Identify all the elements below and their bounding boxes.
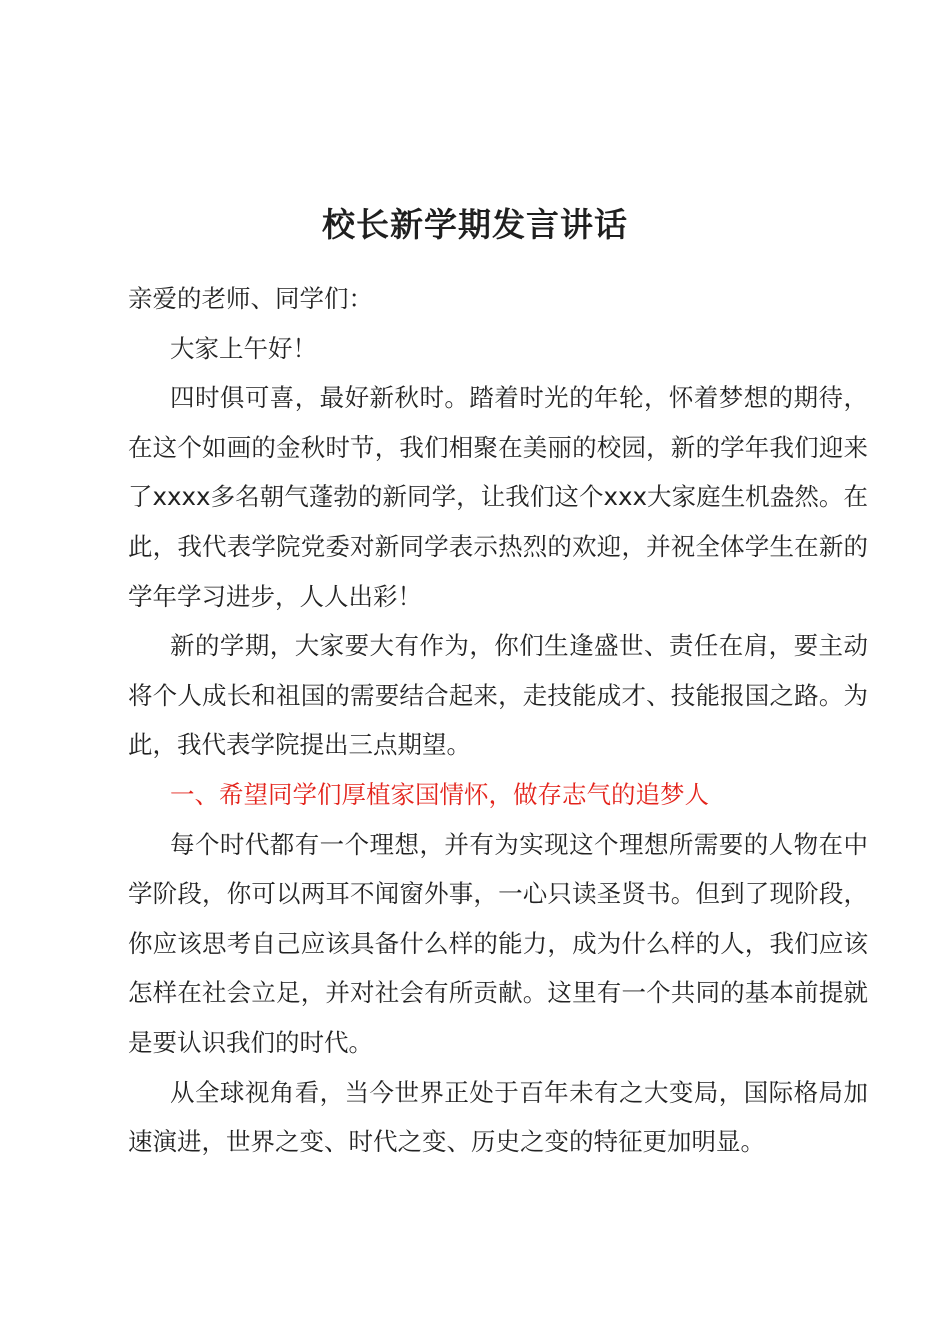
paragraph-welcome: 四时俱可喜，最好新秋时。踏着时光的年轮，怀着梦想的期待，在这个如画的金秋时节，我们相聚在美丽的校园，新的学年我们迎来了xxxx多名朝气蓬勃的新同学，让我们这个xxx大家庭生机盎然。在此，我代表学院党委对新同学表示热烈的欢迎，并祝全体学生在新的学年学习进步，人人出彩！ bbox=[128, 383, 868, 611]
document-body bbox=[128, 274, 868, 1167]
paragraph-salutation: 大家上午好！ bbox=[170, 333, 317, 363]
paragraph-global-view: 从全球视角看，当今世界正处于百年未有之大变局，国际格局加速演进，世界之变、时代之变、历史之变的特征更加明显。 bbox=[128, 1077, 868, 1157]
paragraph-expectations: 新的学期，大家要大有作为，你们生逢盛世、责任在肩，要主动将个人成长和祖国的需要结合起来，走技能成才、技能报国之路。为此，我代表学院提出三点期望。 bbox=[128, 631, 868, 760]
section-heading: 一、希望同学们厚植家国情怀，做存志气的追梦人 bbox=[170, 779, 709, 809]
greeting: 亲爱的老师、同学们： bbox=[128, 284, 373, 313]
document-title: 校长新学期发言讲话 bbox=[322, 205, 628, 244]
paragraph-era: 每个时代都有一个理想，并有为实现这个理想所需要的人物在中学阶段，你可以两耳不闻窗外事，一心只读圣贤书。但到了现阶段，你应该思考自己应该具备什么样的能力，成为什么样的人，我们应该怎样在社会立足，并对社会有所贡献。这里有一个共同的基本前提就是要认识我们的时代。 bbox=[128, 829, 868, 1057]
